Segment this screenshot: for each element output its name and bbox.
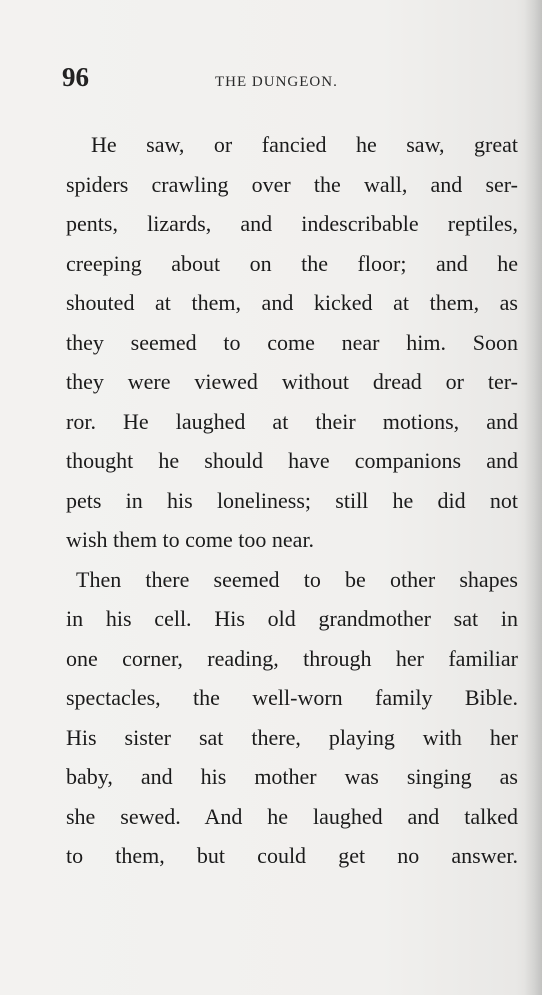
- text-line: spectacles, the well-worn family Bible.: [66, 685, 518, 710]
- text-line: wish them to come too near.: [66, 527, 315, 552]
- running-head: THE DUNGEON.: [215, 74, 338, 90]
- text-line: she sewed. And he laughed and talked: [66, 803, 518, 829]
- page-header: [62, 62, 517, 96]
- text-line: pents, lizards, and indescribable reptiles,: [66, 211, 518, 236]
- text-line: one corner, reading, through her familiar: [66, 645, 518, 671]
- text-line: He saw, or fancied he saw, great: [91, 132, 518, 157]
- text-line: they seemed to come near him. Soon: [66, 329, 518, 355]
- page-number: 96: [62, 62, 89, 92]
- text-line: in his cell. His old grandmother sat in: [66, 606, 518, 631]
- text-line: Then there seemed to be other shapes: [76, 566, 518, 592]
- text-line: to them, but could get no answer.: [66, 843, 518, 868]
- text-line: they were viewed without dread or ter-: [66, 369, 518, 394]
- body-text: [66, 125, 518, 876]
- text-line: creeping about on the floor; and he: [66, 250, 518, 276]
- text-line: spiders crawling over the wall, and ser-: [66, 171, 518, 197]
- text-line: ror. He laughed at their motions, and: [66, 408, 518, 434]
- text-line: His sister sat there, playing with her: [66, 724, 518, 750]
- page-edge-shadow: [524, 0, 542, 995]
- text-line: pets in his loneliness; still he did not: [66, 487, 518, 513]
- text-line: shouted at them, and kicked at them, as: [66, 290, 518, 315]
- text-line: baby, and his mother was singing as: [66, 764, 518, 789]
- text-line: thought he should have companions and: [66, 448, 518, 473]
